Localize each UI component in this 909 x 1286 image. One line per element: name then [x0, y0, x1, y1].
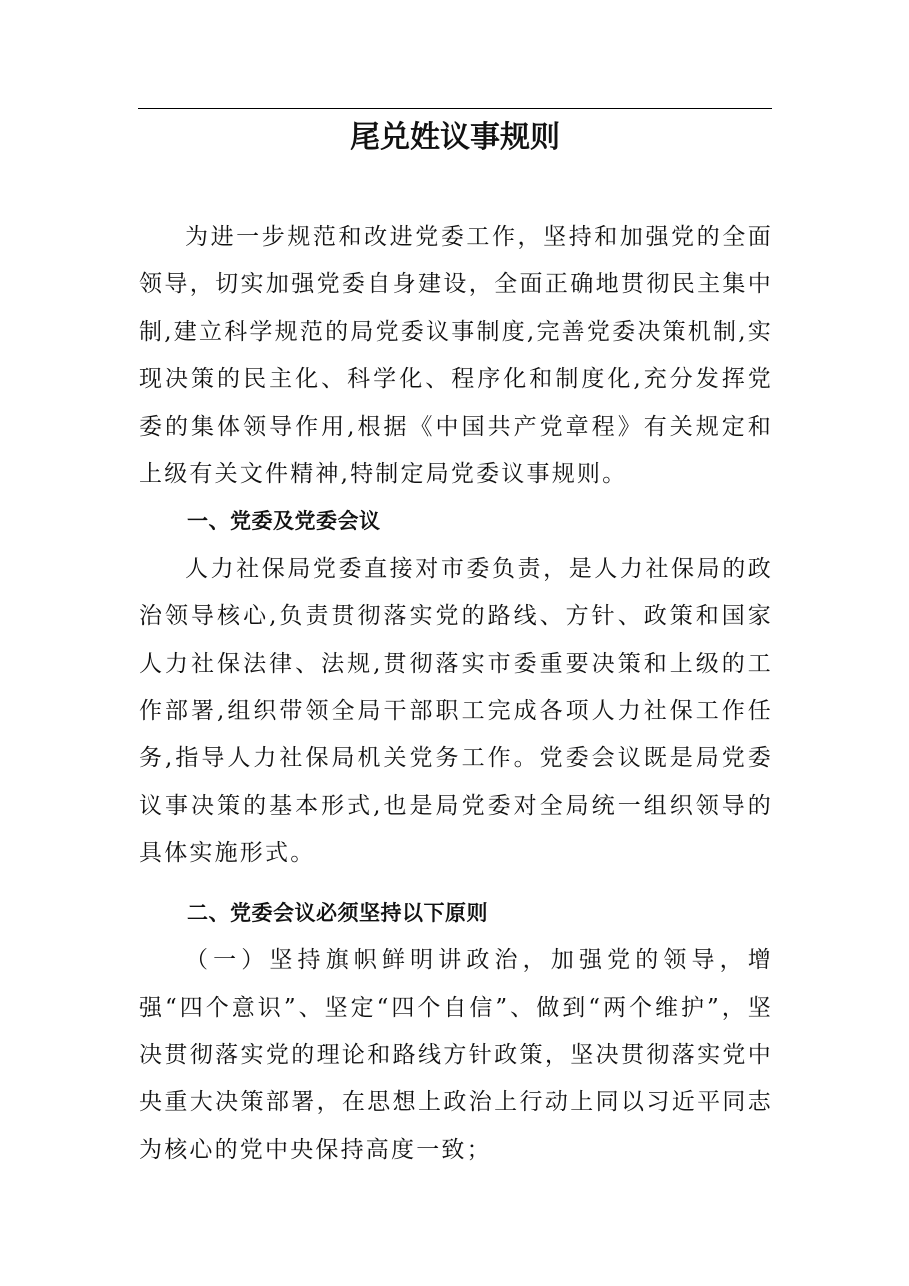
document-title: 尾兑姓议事规则: [350, 120, 560, 155]
section-heading-1: 一、党委及党委会议: [187, 509, 381, 534]
header-rule: [138, 108, 772, 109]
section-2-item-1: （一）坚持旗帜鲜明讲政治，加强党的领导，增强“四个意识”、坚定“四个自信”、做到“两个维护”，坚决贯彻落实党的理论和路线方针政策，坚决贯彻落实党中央重大决策部署，在思想上政治上行动上同以习近平同志为核心的党中央保持高度一致；: [139, 947, 773, 1163]
intro-paragraph: 为进一步规范和改进党委工作，坚持和加强党的全面领导，切实加强党委自身建设，全面正确地贯彻民主集中制,建立科学规范的局党委议事制度,完善党委决策机制,实现决策的民主化、科学化、程序化和制度化,充分发挥党委的集体领导作用,根据《中国共产党章程》有关规定和上级有关文件精神,特制定局党委议事规则。: [139, 224, 773, 488]
document-body: [139, 214, 773, 1174]
section-1-paragraph: 人力社保局党委直接对市委负责，是人力社保局的政治领导核心,负责贯彻落实党的路线、方针、政策和国家人力社保法律、法规,贯彻落实市委重要决策和上级的工作部署,组织带领全局干部职工完成各项人力社保工作任务,指导人力社保局机关党务工作。党委会议既是局党委议事决策的基本形式,也是局党委对全局统一组织领导的具体实施形式。: [139, 555, 773, 867]
section-heading-2: 二、党委会议必须坚持以下原则: [187, 900, 488, 925]
